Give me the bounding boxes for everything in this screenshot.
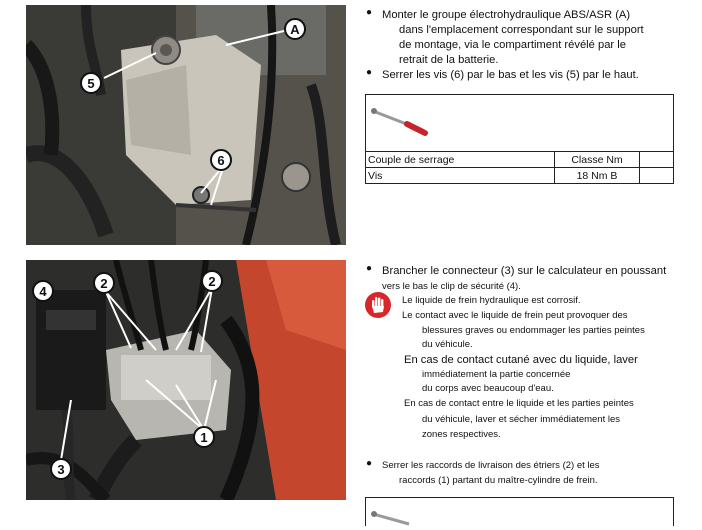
torque-wrench-box-2 [365,497,674,526]
warn-line7: du corps avec beaucoup d'eau. [422,383,554,394]
torque-header-empty [640,152,674,168]
photo-abs-unit-illustration [26,5,346,245]
bullet-3: ● [366,263,373,274]
torque-row-label: Vis [366,168,555,184]
bullet-2: ● [366,67,373,78]
callout-3: 3 [50,458,72,480]
warning-hand-icon [365,292,391,318]
torque-header-label: Couple de serrage [366,152,555,168]
s2-line1: Brancher le connecteur (3) sur le calculateur en poussant [382,265,667,277]
callout-1: 1 [193,426,215,448]
bullet-4: ● [366,458,373,469]
warn-line3: blessures graves ou endommager les parties peintes [422,325,645,336]
warn-line9: du véhicule, laver et sécher immédiatement les [422,414,621,425]
torque-header-class: Classe Nm [555,152,640,168]
callout-a: A [284,18,306,40]
s2-line4: raccords (1) partant du maître-cylindre de frein. [399,475,598,486]
torque-row-empty [640,168,674,184]
s1-line3: de montage, via le compartiment révélé par le [399,39,626,51]
warn-line8: En cas de contact entre le liquide et les parties peintes [404,398,634,409]
s1-line1: Monter le groupe électrohydraulique ABS/ASR (A) [382,9,631,21]
s2-line2: vers le bas le clip de sécurité (4). [382,281,521,292]
torque-wrench-icon [369,103,439,143]
callout-6: 6 [210,149,232,171]
torque-row-value: 18 Nm B [555,168,640,184]
warn-line4: du véhicule. [422,339,473,350]
torque-wrench-box [365,94,674,152]
callout-4: 4 [32,280,54,302]
warn-line5: En cas de contact cutané avec du liquide, laver [404,354,638,366]
warn-line1: Le liquide de frein hydraulique est corrosif. [402,295,581,306]
s2-line3: Serrer les raccords de livraison des étriers (2) et les [382,460,600,471]
warn-line2: Le contact avec le liquide de frein peut provoquer des [402,310,628,321]
warn-line10: zones respectives. [422,429,501,440]
callout-2-right: 2 [201,270,223,292]
torque-table [365,151,674,184]
s1-line2: dans l'emplacement correspondant sur le support [399,24,644,36]
callout-2-left: 2 [93,272,115,294]
hand-stop-icon [370,296,386,314]
warn-line6: immédiatement la partie concernée [422,369,571,380]
callout-5: 5 [80,72,102,94]
torque-wrench-icon-2 [369,508,419,530]
bullet-1: ● [366,7,373,18]
photo-abs-connections [26,260,346,500]
photo-abs-connections-illustration [26,260,346,500]
s1-line4: retrait de la batterie. [399,54,499,66]
photo-abs-unit-mounting [26,5,346,245]
s1-line5: Serrer les vis (6) par le bas et les vis (5) par le haut. [382,69,639,81]
